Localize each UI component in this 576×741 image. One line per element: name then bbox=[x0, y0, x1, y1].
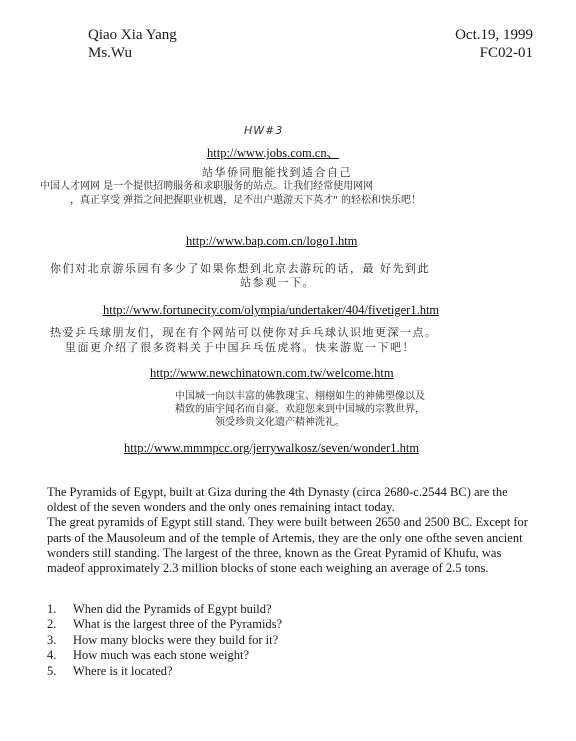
question-text: What is the largest three of the Pyramids? bbox=[73, 617, 283, 632]
article-paragraph-1: The Pyramids of Egypt, built at Giza during the 4th Dynasty (circa 2680-c.2544 BC) are the oldest of the seven wonders and the only ones remaining intact today. bbox=[47, 485, 508, 515]
date: Oct.19, 1999 bbox=[455, 27, 533, 43]
site-newchinatown-desc-line2: 精致的庙宇闻名而自豪。欢迎您来到中国城的宗教世界， bbox=[175, 404, 425, 415]
question-number: 2. bbox=[47, 617, 57, 632]
question-list bbox=[47, 602, 447, 679]
question-item bbox=[47, 664, 447, 679]
question-text: How much was each stone weight? bbox=[73, 648, 249, 663]
site-newchinatown-desc-line3: 领受珍贵文化遗产精神洗礼。 bbox=[215, 417, 345, 428]
article bbox=[47, 485, 537, 576]
site-fortunecity-desc-line1: 热爱乒乓球朋友们，现在有个网站可以使你对乒乓球认识地更深一点。 bbox=[50, 326, 438, 339]
question-text: How many blocks were they build for it? bbox=[73, 632, 279, 647]
question-text: When did the Pyramids of Egypt build? bbox=[73, 602, 272, 616]
student-name: Qiao Xia Yang bbox=[88, 27, 177, 43]
article-paragraph-2: The great pyramids of Egypt still stand. They were built between 2650 and 2500 BC. Except for parts of the Mausoleum and of the temple of Artemis, they are the only one ofthe seven ancient wonders still standing. The largest of the three, known as the Great Pyramid of Khufu, was madeof approximately 2.3 million blocks of stone each weighing an average of 2.5 tons. bbox=[47, 515, 528, 576]
question-item bbox=[47, 648, 447, 663]
teacher-name: Ms.Wu bbox=[88, 45, 132, 61]
question-text: Where is it located? bbox=[73, 663, 173, 678]
question-number: 5. bbox=[47, 663, 57, 678]
class-code: FC02-01 bbox=[479, 45, 533, 61]
site-jobs-title: 站华侨同胞能找到适合自己 bbox=[202, 166, 352, 179]
site-link-seven-wonders[interactable]: http://www.mmmpcc.org/jerrywalkosz/seven/wonder1.htm bbox=[124, 441, 420, 455]
site-newchinatown-desc-line1: 中国城一向以丰富的佛教瑰宝、栩栩如生的神佛塑像以及 bbox=[175, 391, 425, 402]
question-number: 3. bbox=[47, 632, 57, 647]
site-bap-desc-line2: 站参观一下。 bbox=[240, 276, 315, 289]
question-number: 4. bbox=[47, 648, 57, 663]
question-item bbox=[47, 633, 447, 648]
site-link-bap[interactable]: http://www.bap.com.cn/logo1.htm bbox=[186, 234, 358, 248]
site-link-fortunecity[interactable]: http://www.fortunecity.com/olympia/undertaker/404/fivetiger1.htm bbox=[103, 303, 440, 317]
site-jobs-desc-line1: 中国人才网网 是一个提供招聘服务和求职服务的站点。让我们经常使用网网 bbox=[40, 181, 374, 192]
question-number: 1. bbox=[47, 602, 57, 616]
site-fortunecity-desc-line2: 里面更介绍了很多资料关于中国乒乓伍虎将。快来游览一下吧！ bbox=[65, 341, 415, 354]
question-item bbox=[47, 602, 447, 617]
handwritten-note: HW#3 bbox=[244, 124, 284, 137]
site-link-jobs[interactable]: http://www.jobs.com.cn、 bbox=[207, 146, 340, 160]
site-link-newchinatown[interactable]: http://www.newchinatown.com.tw/welcome.htm bbox=[150, 366, 394, 380]
site-jobs-desc-line2: ，真正享受 弹指之间把握职业机遇，足不出户遨游天下英才" 的轻松和快乐吧！ bbox=[70, 195, 421, 206]
site-bap-desc-line1: 你们对北京游乐园有多少了如果你想到北京去游玩的话，最 好先到此 bbox=[50, 262, 430, 275]
question-item bbox=[47, 617, 447, 632]
